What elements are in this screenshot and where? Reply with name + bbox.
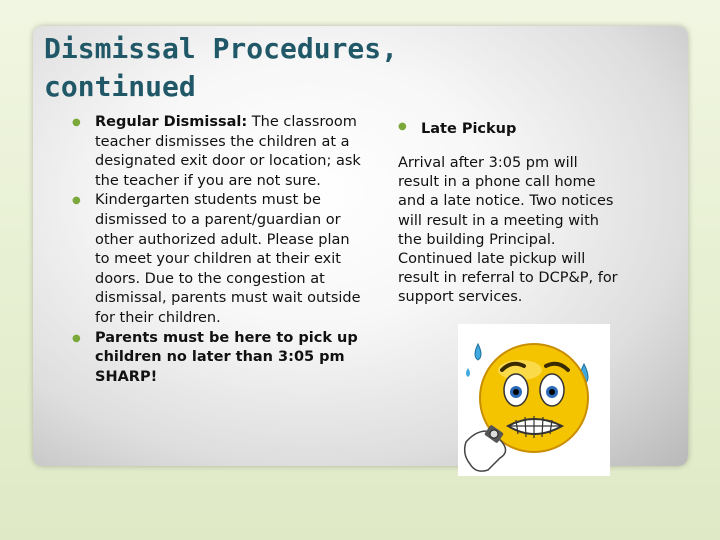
worried-clock-smiley-icon [458,324,610,476]
worried-clock-smiley-image [458,324,610,476]
bullet-dot-icon: ● [72,117,81,128]
bullet-text: The classroom teacher dismisses the children at a designated exit door or location; ask the teacher if you are not sure. [95,114,361,189]
title-line-2: continued [44,70,196,103]
bullet-text: Kindergarten students must be dismissed to a parent/guardian or other authorized adult. Please plan to meet your children at their exit doors. Due to the congestion at dismissal, parents must wait outside for their children. [95,192,361,326]
left-bullet-list [72,113,362,387]
late-pickup-heading-text: Late Pickup [421,121,517,137]
bullet-lead: Regular Dismissal: [95,114,248,130]
bullet-dot-icon: ● [72,195,81,207]
bullet-dot-icon: ● [398,121,407,132]
slide-title [44,30,484,106]
bullet-lead: Parents must be here to pick up children no later than 3:05 pm SHARP! [95,329,358,385]
late-pickup-heading [398,121,516,137]
late-pickup-description: Arrival after 3:05 pm will result in a phone call home and a late notice. Two notices will result in a meeting with the building Principal. Continued late pickup will result in referral to DCP&P, for support services. [398,155,618,306]
bullet-parents-pickup [72,329,362,388]
bullet-kindergarten [72,191,362,328]
bullet-dot-icon: ● [72,332,81,344]
bullet-regular-dismissal [72,113,362,191]
title-line-1: Dismissal Procedures, [44,32,399,65]
